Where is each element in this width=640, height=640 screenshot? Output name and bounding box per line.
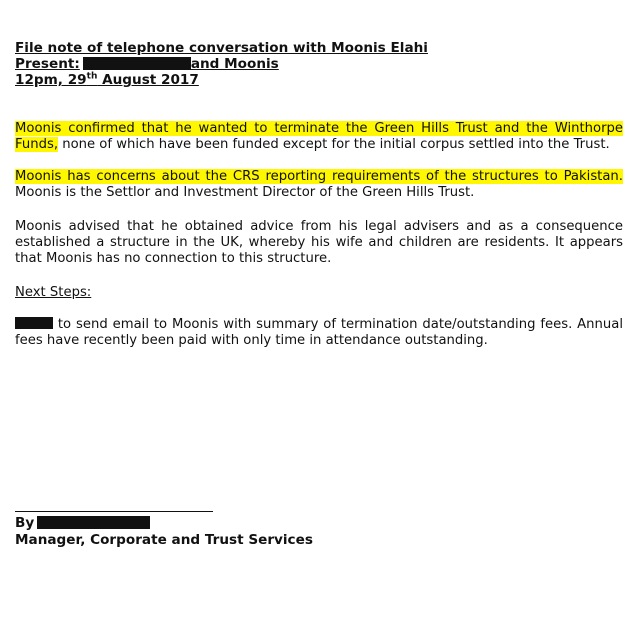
paragraph-termination [15,121,623,153]
signature-by-line [15,515,313,532]
next-steps-text: to send email to Moonis with summary of termination date/outstanding fees. Annual fees have recently been paid with only time in attendance outstanding. [15,317,623,348]
time-suffix: August 2017 [97,72,199,88]
present-line [15,56,623,72]
date-time-line [15,72,623,88]
redacted-signatory-block [37,516,150,529]
by-label: By [15,515,35,531]
paragraph-next-steps [15,317,623,349]
present-label: Present: [15,56,80,72]
title-text: File note of telephone conversation with Moonis Elahi [15,40,428,56]
redacted-name-block [83,57,191,70]
present-suffix: and Moonis [190,56,279,72]
paragraph-legal-advice [15,219,623,267]
signature-block [15,515,313,549]
time-prefix: 12pm, 29 [15,72,87,88]
file-note-document [15,40,623,349]
next-steps-heading [15,285,623,301]
signatory-title: Manager, Corporate and Trust Services [15,532,313,548]
termination-rest: none of which have been funded except for the initial corpus settled into the Trust. [58,137,610,152]
redacted-person-block [15,317,53,329]
legal-advice-text: Moonis advised that he obtained advice from his legal advisers and as a consequence established a structure in the UK, whereby his wife and children are residents. It appears that Moonis has no connection to this structure. [15,219,623,266]
highlight-crs: Moonis has concerns about the CRS reporting requirements of the structures to Pakistan. [15,169,623,184]
paragraph-crs-concerns [15,169,623,201]
document-title [15,40,623,56]
date-ordinal: th [86,71,98,82]
highlight-termination: Moonis confirmed that he wanted to terminate the Green Hills Trust and the Winthorpe Funds, [15,121,623,152]
crs-rest: Moonis is the Settlor and Investment Director of the Green Hills Trust. [15,185,475,200]
next-steps-label: Next Steps: [15,285,92,300]
signature-line [15,511,213,512]
